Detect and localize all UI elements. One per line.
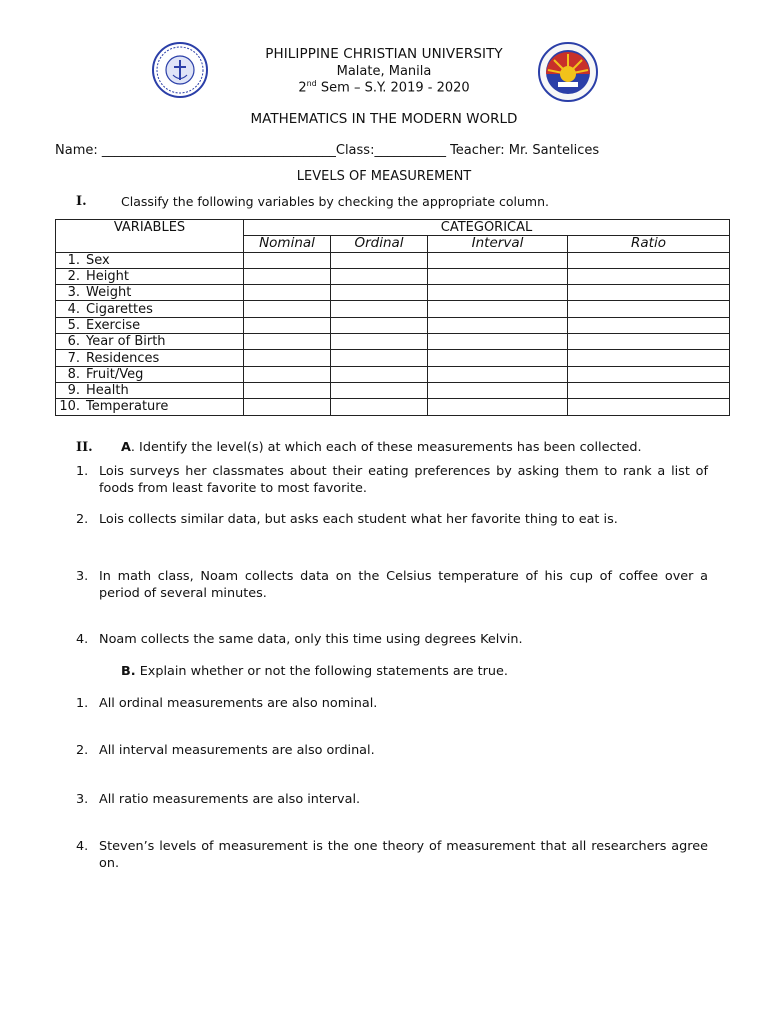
check-cell-ratio[interactable] [568,285,730,301]
section-one-instruction: Classify the following variables by checking the appropriate column. [121,194,549,209]
check-cell-nominal[interactable] [244,334,331,350]
check-cell-interval[interactable] [428,399,568,415]
part-b-item-4 [76,839,708,872]
check-cell-interval[interactable] [428,334,568,350]
variable-cell [56,350,244,366]
university-address: Malate, Manila [336,64,432,79]
table-row [56,399,730,415]
course-title: MATHEMATICS IN THE MODERN WORLD [250,111,518,127]
check-cell-ordinal[interactable] [331,301,428,317]
item-number: 2. [76,743,89,758]
variable-label: Cigarettes [86,301,153,317]
item-number: 1. [76,464,89,479]
section-one-numeral: I. [76,194,87,209]
part-a-item-1 [76,464,708,497]
item-text: All ordinal measurements are also nominal. [99,696,378,711]
header-categorical: CATEGORICAL [244,220,730,236]
check-cell-nominal[interactable] [244,399,331,415]
variable-label: Fruit/Veg [86,366,144,382]
part-b-instruction [121,664,508,679]
header-ordinal: Ordinal [331,236,428,252]
check-cell-interval[interactable] [428,317,568,333]
check-cell-nominal[interactable] [244,285,331,301]
item-text: Lois collects similar data, but asks each student what her favorite thing to eat is. [99,512,618,527]
row-number: 2. [67,269,80,285]
section-two-part-a-instruction [121,440,642,455]
check-cell-nominal[interactable] [244,350,331,366]
classification-table [55,219,730,416]
item-number: 4. [76,632,89,647]
name-class-teacher-line: Name: ____________________________________Class:___________ Teacher: Mr. Santelices [55,143,600,158]
item-number: 2. [76,512,89,527]
part-a-letter: A [121,440,131,455]
table-header-row [56,220,730,236]
item-text: Noam collects the same data, only this time using degrees Kelvin. [99,632,523,647]
check-cell-nominal[interactable] [244,317,331,333]
part-b-item-1 [76,696,708,713]
item-number: 3. [76,569,89,584]
worksheet-title: LEVELS OF MEASUREMENT [296,169,472,184]
table-row [56,366,730,382]
table-row [56,350,730,366]
check-cell-interval[interactable] [428,285,568,301]
check-cell-nominal[interactable] [244,301,331,317]
row-number: 3. [67,285,80,301]
semester-line [0,79,768,95]
part-a-item-3 [76,569,708,602]
check-cell-ordinal[interactable] [331,285,428,301]
row-number: 10. [59,399,80,415]
check-cell-ordinal[interactable] [331,268,428,284]
item-number: 1. [76,696,89,711]
variable-cell [56,399,244,415]
table-row [56,252,730,268]
table-row [56,334,730,350]
item-text: All ratio measurements are also interval. [99,792,361,807]
variable-cell [56,334,244,350]
sem-text: Sem – S.Y. 2019 - 2020 [316,80,470,96]
check-cell-ratio[interactable] [568,334,730,350]
variable-cell [56,268,244,284]
check-cell-ratio[interactable] [568,301,730,317]
variable-label: Health [86,383,129,399]
header-nominal: Nominal [244,236,331,252]
part-b-text: Explain whether or not the following statements are true. [135,664,508,679]
part-a-item-2 [76,512,708,529]
check-cell-ordinal[interactable] [331,350,428,366]
item-text: In math class, Noam collects data on the Celsius temperature of his cup of coffee over a period of several minutes. [99,569,708,601]
header-interval: Interval [428,236,568,252]
item-text: Steven’s levels of measurement is the one theory of measurement that all researchers agree on. [99,839,708,871]
header-variables: VARIABLES [56,220,244,253]
variable-cell [56,366,244,382]
variable-label: Year of Birth [86,334,166,350]
check-cell-ratio[interactable] [568,268,730,284]
check-cell-ratio[interactable] [568,399,730,415]
variable-label: Exercise [86,317,141,333]
row-number: 5. [67,317,80,333]
table-row [56,382,730,398]
row-number: 9. [67,383,80,399]
check-cell-nominal[interactable] [244,382,331,398]
variable-cell [56,382,244,398]
variable-label: Height [86,269,129,285]
variable-cell [56,285,244,301]
check-cell-nominal[interactable] [244,252,331,268]
check-cell-interval[interactable] [428,268,568,284]
check-cell-ratio[interactable] [568,317,730,333]
check-cell-interval[interactable] [428,382,568,398]
check-cell-interval[interactable] [428,366,568,382]
check-cell-ordinal[interactable] [331,366,428,382]
check-cell-interval[interactable] [428,350,568,366]
check-cell-ordinal[interactable] [331,252,428,268]
check-cell-interval[interactable] [428,301,568,317]
variable-label: Weight [86,285,132,301]
check-cell-ordinal[interactable] [331,399,428,415]
part-b-item-2 [76,743,708,760]
check-cell-ordinal[interactable] [331,382,428,398]
check-cell-ratio[interactable] [568,366,730,382]
check-cell-ratio[interactable] [568,252,730,268]
check-cell-ratio[interactable] [568,382,730,398]
part-b-letter: B. [121,664,136,679]
check-cell-interval[interactable] [428,252,568,268]
row-number: 1. [67,252,80,268]
part-a-item-4 [76,632,708,649]
check-cell-ordinal[interactable] [331,334,428,350]
university-name: PHILIPPINE CHRISTIAN UNIVERSITY [265,46,503,62]
item-number: 3. [76,792,89,807]
variable-cell [56,252,244,268]
row-number: 8. [67,366,80,382]
variable-cell [56,317,244,333]
check-cell-nominal[interactable] [244,366,331,382]
item-text: Lois surveys her classmates about their eating preferences by asking them to rank a list of foods from least favorite to most favorite. [99,464,708,496]
table-row [56,268,730,284]
row-number: 7. [67,350,80,366]
section-two-numeral: II. [76,440,93,455]
item-text: All interval measurements are also ordinal. [99,743,375,758]
header-ratio: Ratio [568,236,730,252]
variable-label: Residences [86,350,160,366]
table-row [56,301,730,317]
variable-label: Temperature [86,399,169,415]
item-number: 4. [76,839,89,854]
row-number: 4. [67,301,80,317]
table-row [56,285,730,301]
sem-superscript: nd [306,79,317,88]
table-row [56,317,730,333]
check-cell-ratio[interactable] [568,350,730,366]
sem-number: 2 [298,80,307,96]
part-a-text: . Identify the level(s) at which each of these measurements has been collected. [130,440,642,455]
part-b-item-3 [76,792,708,809]
check-cell-nominal[interactable] [244,268,331,284]
check-cell-ordinal[interactable] [331,317,428,333]
row-number: 6. [67,334,80,350]
variable-cell [56,301,244,317]
variable-label: Sex [86,252,110,268]
